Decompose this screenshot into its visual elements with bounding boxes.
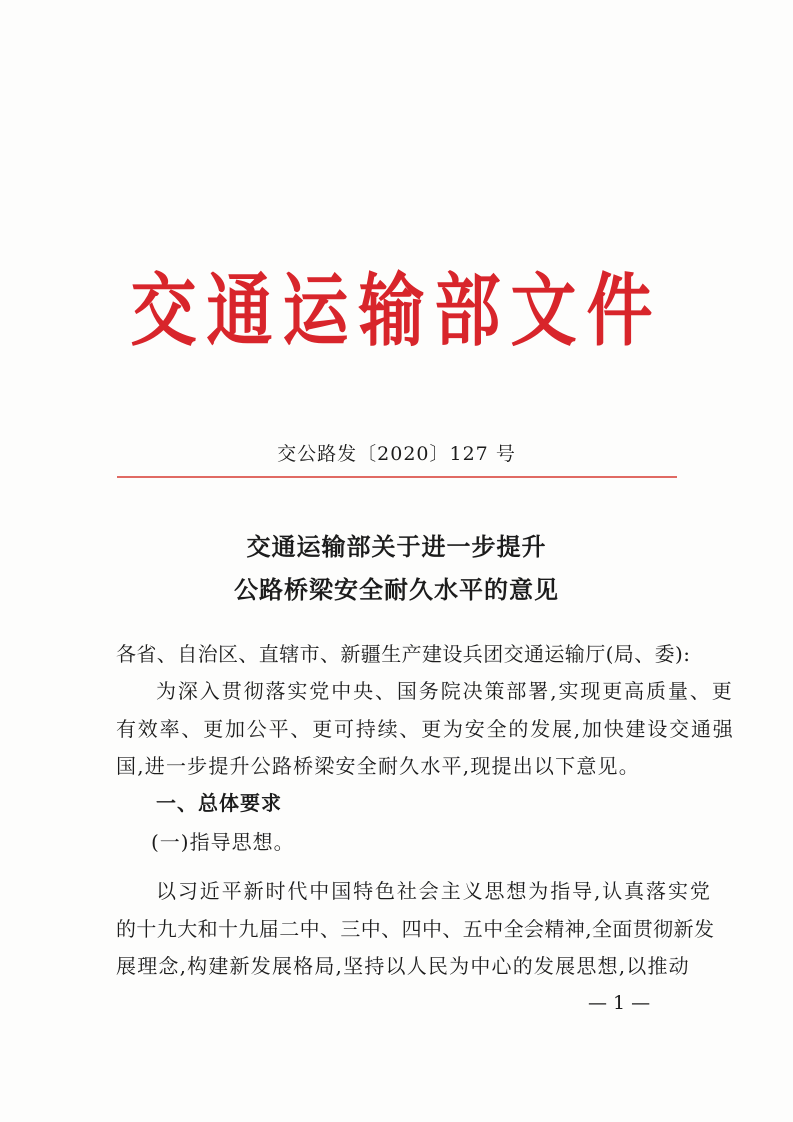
subsection-heading-guiding-ideology: (一)指导思想。	[151, 830, 295, 854]
salutation: 各省、自治区、直辖市、新疆生产建设兵团交通运输厅(局、委):	[116, 642, 691, 666]
document-title-line-2: 公路桥梁安全耐久水平的意见	[234, 576, 559, 604]
page-number: — 1 —	[588, 992, 651, 1014]
intro-line-2: 有效率、更加公平、更可持续、更为安全的发展,加快建设交通强	[116, 717, 735, 741]
body-line-2: 的十九大和十九届二中、三中、四中、五中全会精神,全面贯彻新发	[116, 917, 715, 941]
intro-line-1: 为深入贯彻落实党中央、国务院决策部署,实现更高质量、更	[156, 679, 734, 703]
document-number: 交公路发〔2020〕127 号	[277, 443, 516, 465]
body-line-1: 以习近平新时代中国特色社会主义思想为指导,认真落实党	[156, 879, 712, 903]
document-title-line-1: 交通运输部关于进一步提升	[246, 533, 547, 561]
body-line-3: 展理念,构建新发展格局,坚持以人民为中心的发展思想,以推动	[116, 954, 690, 978]
intro-line-3: 国,进一步提升公路桥梁安全耐久水平,现提出以下意见。	[116, 754, 640, 778]
issuing-authority-header: 交通运输部文件	[130, 264, 663, 358]
red-separator-line	[117, 476, 677, 478]
section-heading-overall-requirements: 一、总体要求	[156, 791, 282, 815]
